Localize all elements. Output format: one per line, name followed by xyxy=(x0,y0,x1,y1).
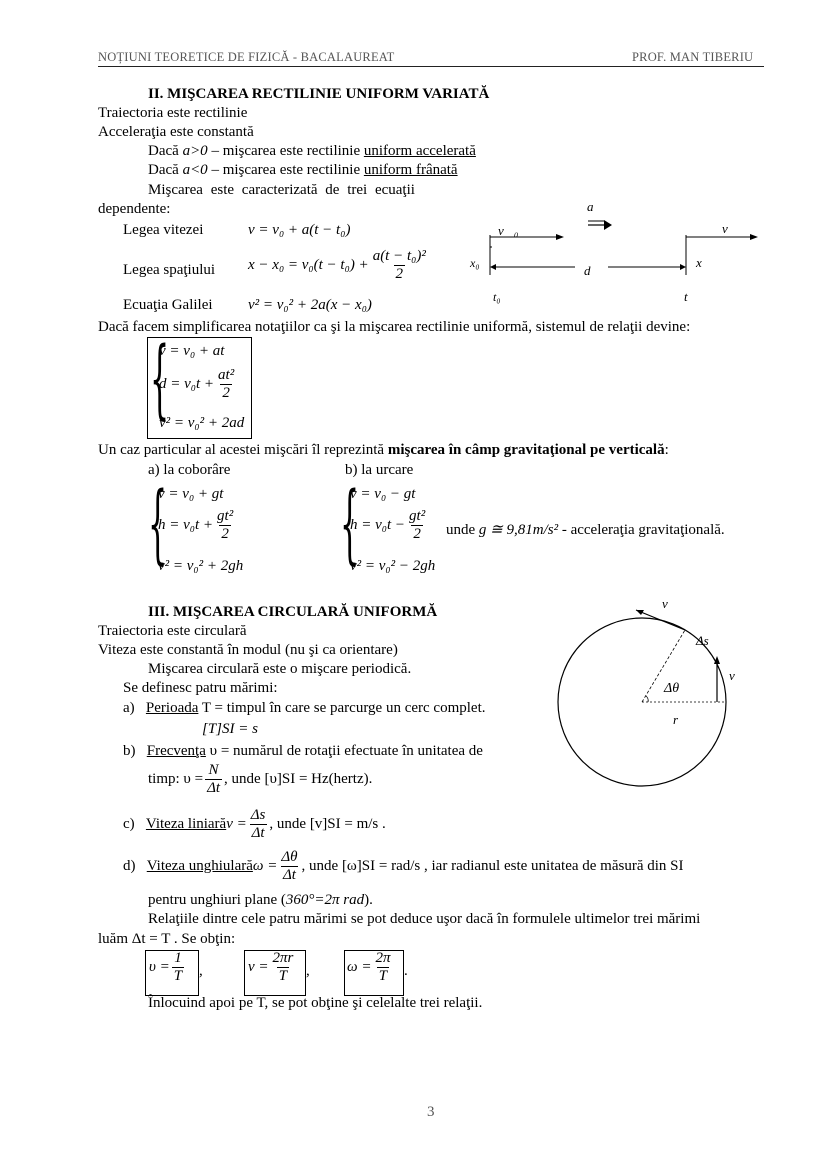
s3-line3: Mişcarea circulară este o mişcare periodică. xyxy=(148,661,412,677)
label-r: r xyxy=(673,712,679,727)
label-dtheta: Δθ xyxy=(664,681,680,696)
label-a: a⃗ xyxy=(587,199,604,214)
def-d: d) Viteza unghiulară ω = $\frac{\Delta\theta}{\Delta t}$ , unde [ω]SI = rad/s , iar radianul este unitatea de măsură din SI xyxy=(123,849,684,883)
label-ds: Δs xyxy=(696,633,709,648)
law-galilei-eq: v² = v₀² + 2a(x − x₀) xyxy=(248,297,372,313)
label-x: x xyxy=(696,255,702,270)
down-label: a) la coborâre xyxy=(148,462,231,478)
down-eq1: v = v₀ + gt xyxy=(158,486,224,502)
section2-title: II. MIŞCAREA RECTILINIE UNIFORM VARIATĂ xyxy=(148,86,490,102)
s2-particular: Un caz particular al acestei mişcări îl reprezintă mişcarea în câmp gravitaţional pe verticală: xyxy=(98,442,669,458)
sys-eq3: v² = v₀² + 2ad xyxy=(159,415,245,431)
law-velocity-eq: v = v₀ + a(t − t₀) xyxy=(248,222,351,238)
def-d-line2: pentru unghiuri plane (360°=2π rad). xyxy=(148,892,373,908)
def-a-unit: [T]SI = s xyxy=(202,721,258,737)
def-a: a) Perioada T = timpul în care se parcurge un cerc complet. xyxy=(123,700,486,716)
sys-eq2: d = v₀t + $\frac{\text{at²}}{2}$ xyxy=(159,367,235,401)
down-eq2: h = v₀t + $\frac{\text{gt²}}{2}$ xyxy=(158,508,234,542)
down-eq3: v² = v₀² + 2gh xyxy=(158,558,244,574)
page-number: 3 xyxy=(427,1104,435,1120)
label-v-top: v xyxy=(662,596,668,611)
relations-line1: Relaţiile dintre cele patru mărimi se pot deduce uşor dacă în formulele ultimelor trei mărimi xyxy=(148,911,701,927)
s2-simplify: Dacă facem simplificarea notaţiilor ca şi la mişcarea rectilinie uniformă, sistemul de relaţii devine: xyxy=(98,319,691,335)
header-rule xyxy=(98,66,764,67)
label-v-right: v xyxy=(729,668,735,683)
s2-line4: Dacă a<0 – mişcarea este rectilinie uniform frânată xyxy=(148,162,458,178)
label-t0: t₀ xyxy=(493,290,501,304)
formula-2: v = $\frac{2\pi r}{T}$ xyxy=(248,950,294,984)
down-brace: { xyxy=(148,474,168,574)
header-left: NOȚIUNI TEORETICE DE FIZICĂ - BACALAUREAT xyxy=(98,50,395,64)
label-v: v⃗ xyxy=(722,221,738,236)
system-brace: { xyxy=(150,329,170,429)
g-note: unde g ≅ 9,81m/s² - acceleraţia gravitaţională. xyxy=(446,522,725,538)
header-right: PROF. MAN TIBERIU xyxy=(632,50,754,64)
def-c: c) Viteza liniară v = $\frac{\Delta s}{\Delta t}$ , unde [v]SI = m/s . xyxy=(123,807,386,841)
s3-line2: Viteza este constantă în modul (nu şi ca orientare) xyxy=(98,642,398,658)
law-space-eq: x − x₀ = v₀(t − t₀) + $\frac{\text{a(t − t₀)²}}{2}$ xyxy=(248,248,426,282)
up-brace: { xyxy=(340,474,360,574)
law-galilei-label: Ecuaţia Galilei xyxy=(123,297,213,313)
sys-eq1: v = v₀ + at xyxy=(159,343,225,359)
law-velocity-label: Legea vitezei xyxy=(123,222,204,238)
formula-3: ω = $\frac{2\pi}{T}$ xyxy=(347,950,391,984)
period: . xyxy=(404,963,408,979)
up-eq2: h = v₀t − $\frac{\text{gt²}}{2}$ xyxy=(350,508,426,542)
law-space-label: Legea spaţiului xyxy=(123,262,216,278)
def-b: b) Frecvenţa υ = numărul de rotaţii efectuate în unitatea de xyxy=(123,743,483,759)
def-b-formula: timp: υ = $\frac{N}{\Delta t}$ , unde [υ]SI = Hz(hertz). xyxy=(148,762,373,796)
label-v0: v⃗₀ xyxy=(498,223,519,238)
label-x0: x₀ xyxy=(470,256,480,270)
formula-1: υ = $\frac{1}{T}$ xyxy=(149,950,183,984)
up-eq1: v = v₀ − gt xyxy=(350,486,416,502)
final-line: Înlocuind apoi pe T, se pot obţine şi celelalte trei relaţii. xyxy=(148,995,483,1011)
label-d: d xyxy=(584,263,591,278)
comma-2: , xyxy=(306,963,310,979)
s2-line1: Traiectoria este rectilinie xyxy=(98,105,248,121)
up-eq3: v² = v₀² − 2gh xyxy=(350,558,436,574)
s2-line6: dependente: xyxy=(98,201,171,217)
up-label: b) la urcare xyxy=(345,462,414,478)
s3-line1: Traiectoria este circulară xyxy=(98,623,247,639)
circular-motion-diagram xyxy=(540,592,780,822)
s2-line3: Dacă a>0 – mişcarea este rectilinie uniform accelerată xyxy=(148,143,476,159)
section3-title: III. MIŞCAREA CIRCULARĂ UNIFORMĂ xyxy=(148,604,438,620)
s2-line2: Acceleraţia este constantă xyxy=(98,124,254,140)
relations-line2: luăm Δt = T . Se obţin: xyxy=(98,931,236,947)
linear-motion-diagram xyxy=(460,195,770,310)
label-t: t xyxy=(684,289,688,304)
s3-line4: Se definesc patru mărimi: xyxy=(123,680,278,696)
comma-1: , xyxy=(199,963,203,979)
s2-line5: Mişcarea este caracterizată de trei ecuaţii xyxy=(148,182,415,198)
